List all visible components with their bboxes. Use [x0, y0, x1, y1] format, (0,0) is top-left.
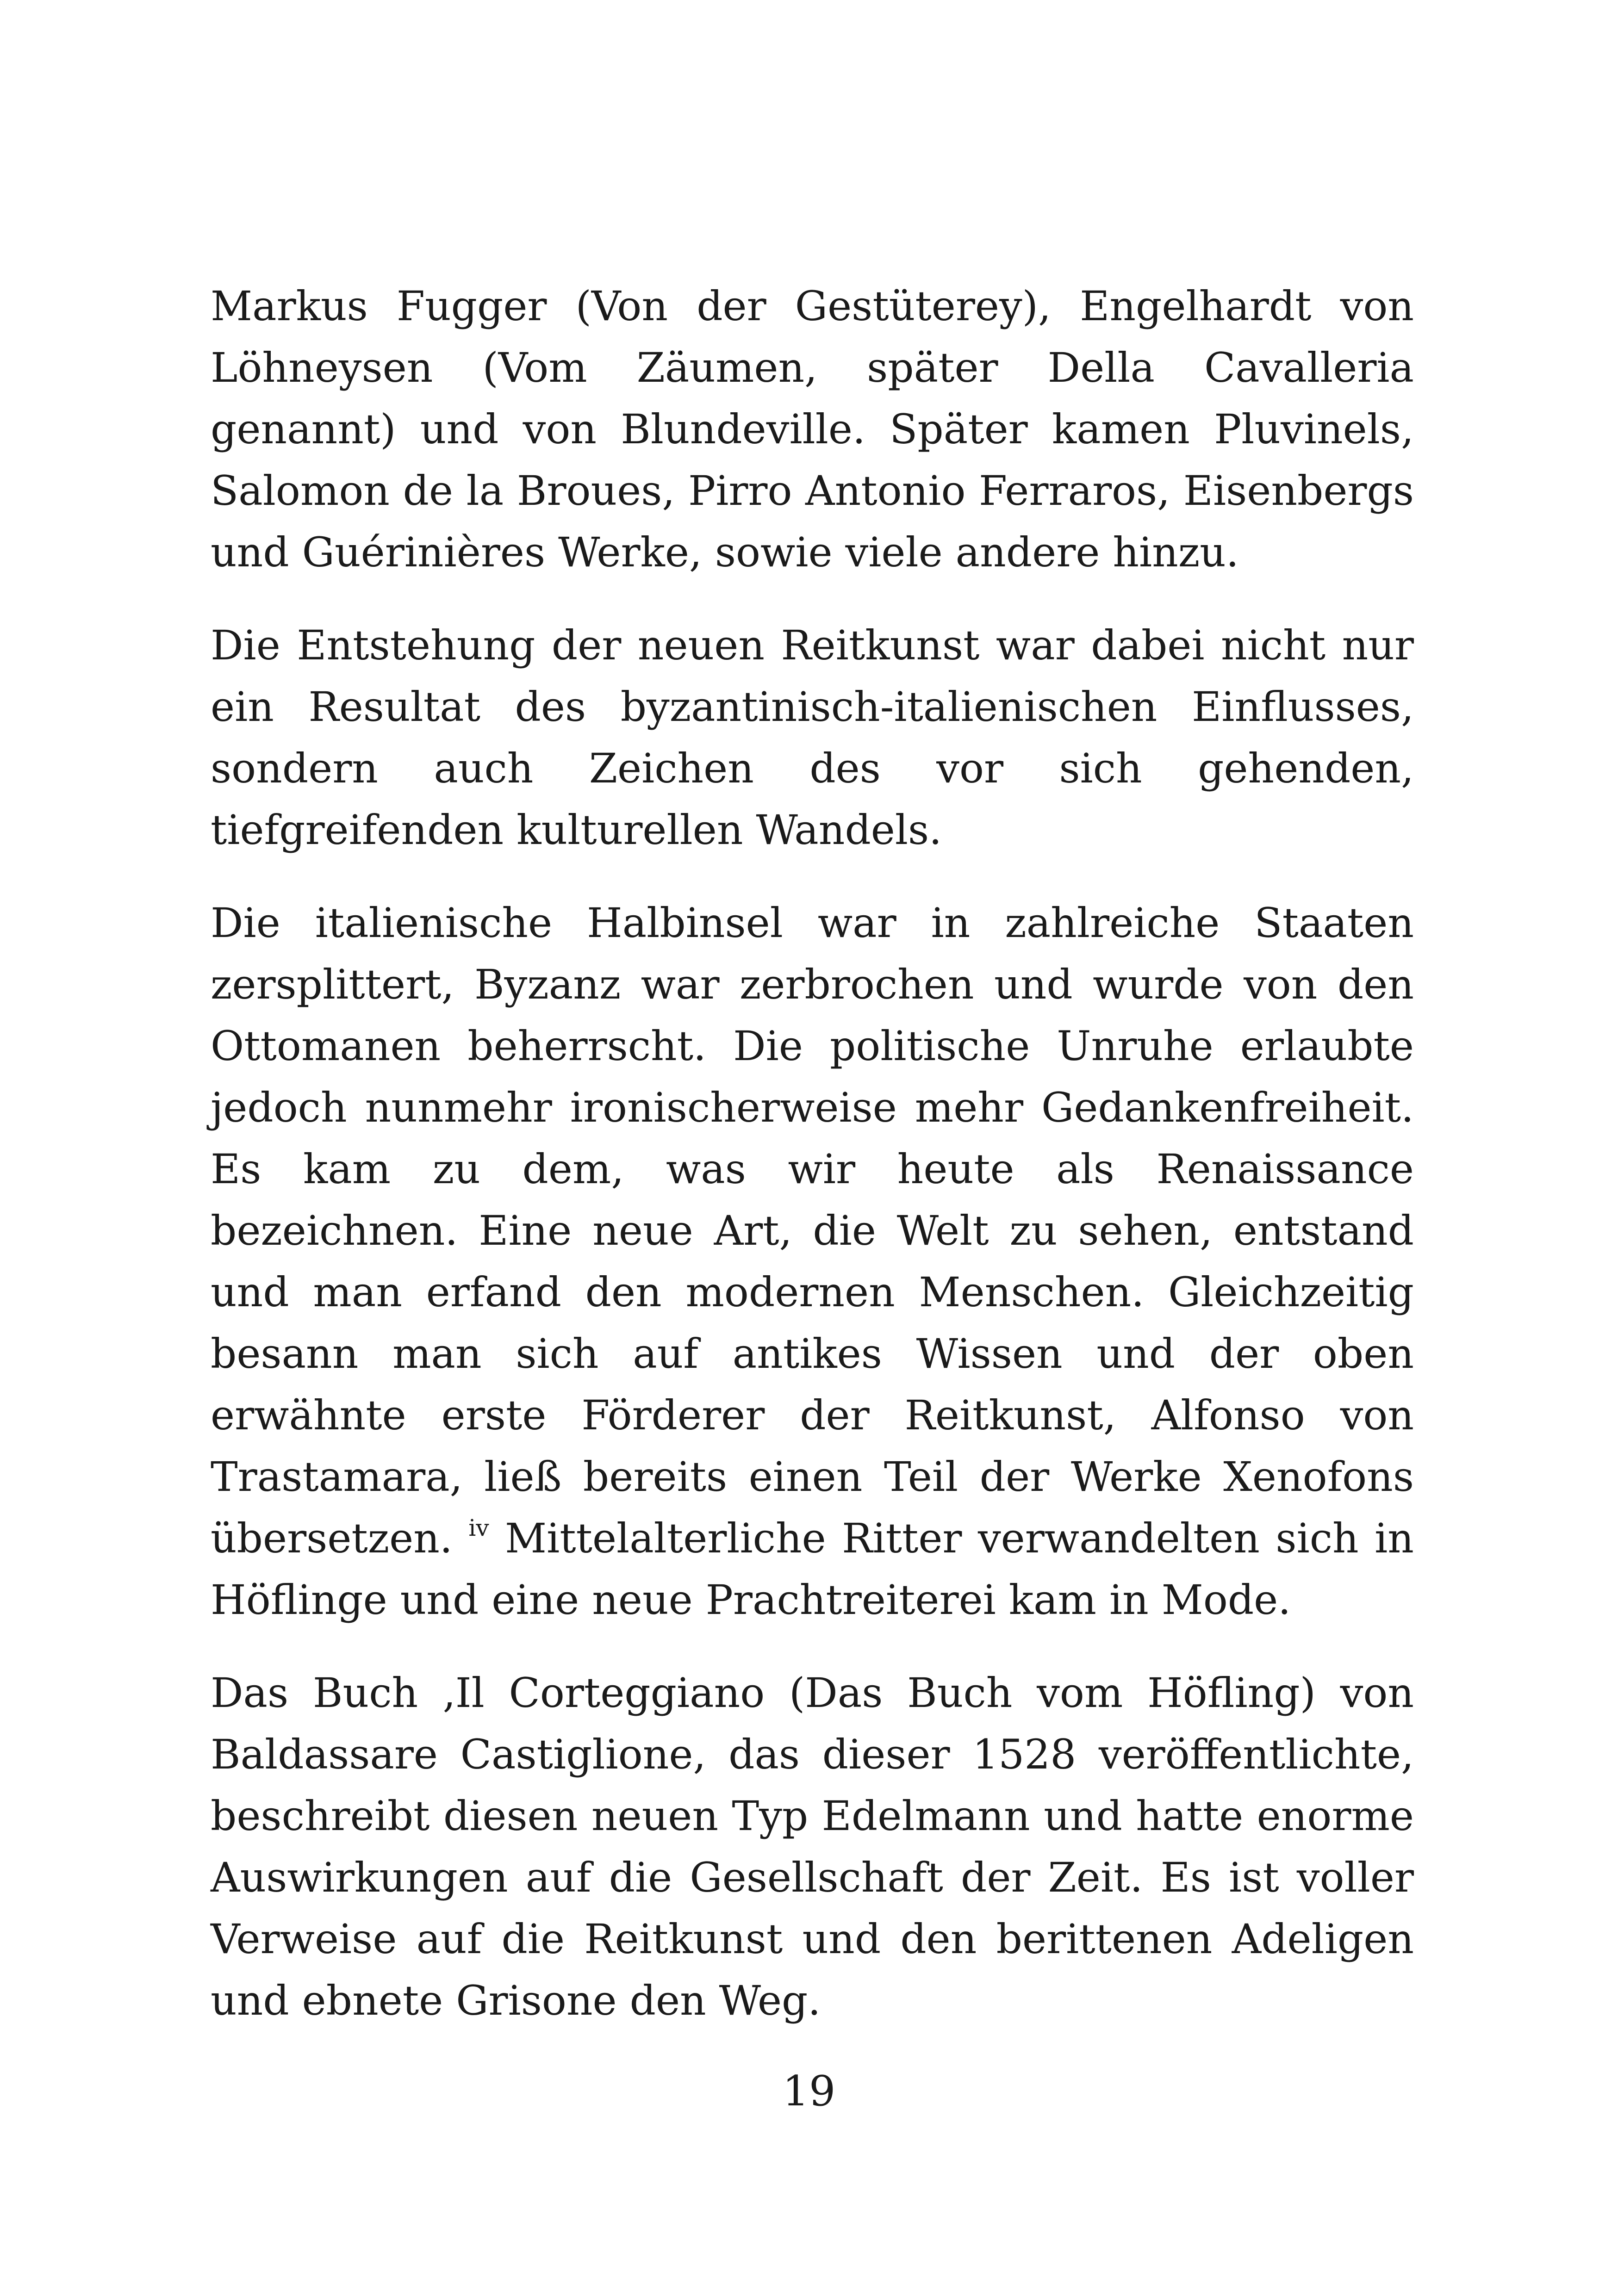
- paragraph-3: [211, 892, 1414, 1631]
- body-text: [211, 275, 1414, 2031]
- paragraph-4: Das Buch ‚Il Corteggiano (Das Buch vom Höfling) von Baldassare Castiglione, das dieser 1528 veröffentlichte, beschreibt diesen neuen Typ Edelmann und hatte enorme Auswirkungen auf die Gesellschaft der Zeit. Es ist voller Verweise auf die Reitkunst und den berittenen Adeligen und ebnete Grisone den Weg.: [211, 1669, 1414, 2024]
- paragraph-2: Die Entstehung der neuen Reitkunst war dabei nicht nur ein Resultat des byzantinisch-italienischen Einflusses, sondern auch Zeichen des vor sich gehenden, tiefgreifenden kulturellen Wandels.: [211, 621, 1414, 854]
- page-number: 19: [782, 2067, 836, 2116]
- endnote-reference[interactable]: iv: [468, 1514, 489, 1541]
- paragraph-3-text-after: Mittelalterliche Ritter verwandelten sich in Höflinge und eine neue Prachtreiterei kam in Mode.: [211, 1514, 1414, 1624]
- paragraph-1: Markus Fugger (Von der Gestüterey), Engelhardt von Löhneysen (Vom Zäumen, später Della Cavalleria genannt) und von Blundeville. Später kamen Pluvinels, Salomon de la Broues, Pirro Antonio Ferraros, Eisenbergs und Guérinières Werke, sowie viele andere hinzu.: [211, 282, 1414, 576]
- paragraph-3-text-before: Die italienische Halbinsel war in zahlreiche Staaten zersplittert, Byzanz war zerbrochen und wurde von den Ottomanen beherrscht. Die politische Unruhe erlaubte jedoch nunmehr ironischerweise mehr Gedankenfreiheit. Es kam zu dem, was wir heute als Renaissance bezeichnen. Eine neue Art, die Welt zu sehen, entstand und man erfand den modernen Menschen. Gleichzeitig besann man sich auf antikes Wissen und der oben erwähnte erste Förderer der Reitkunst, Alfonso von Trastamara, ließ bereits einen Teil der Werke Xenofons übersetzen.: [211, 899, 1414, 1562]
